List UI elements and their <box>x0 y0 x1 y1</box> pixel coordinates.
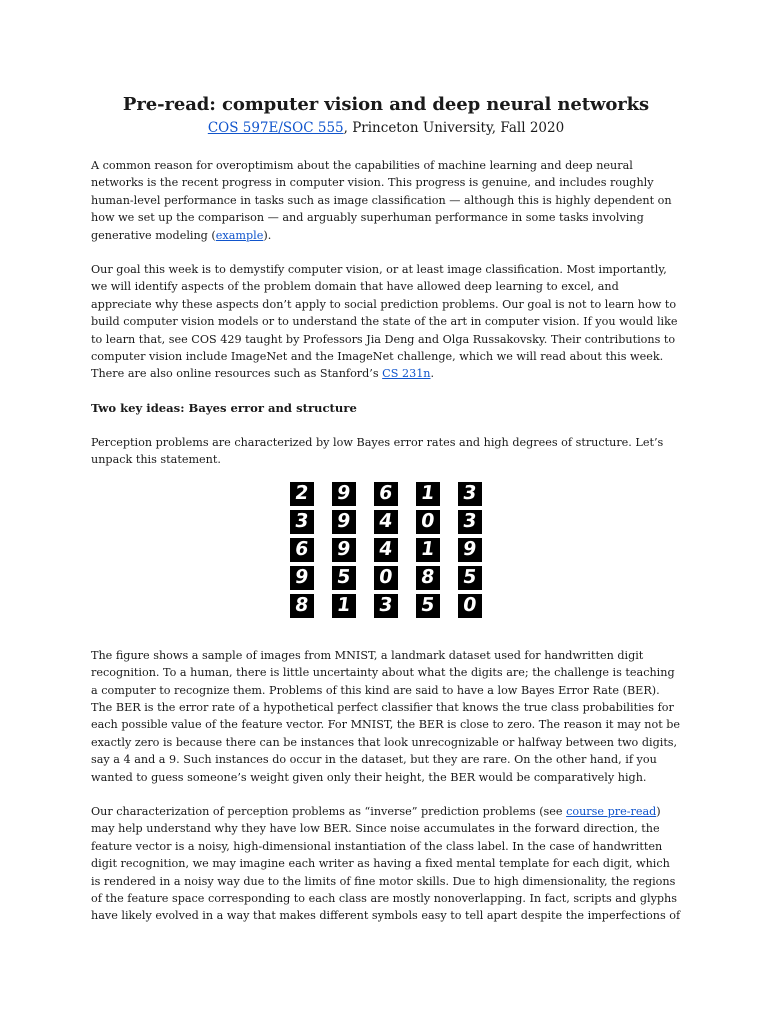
mnist-digit-glyph: 8 <box>419 566 437 589</box>
mnist-digit-glyph: 9 <box>335 510 353 533</box>
paragraph-mnist: The figure shows a sample of images from MNIST, a landmark dataset used for handwritten digit recognition. To a human, there is little uncertainty about what the digits are; the challenge is teaching a computer to recognize them. Problems of this kind are said to have a low Bayes Error Rate (BER). The BER is the error rate of a hypothetical perfect classifier that knows the true class probabilities for each possible value of the feature vector. For MNIST, the BER is close to zero. The reason it may not be exactly zero is because there can be instances that look unrecognizable or halfway between two digits, say a 4 and a 9. Such instances do occur in the dataset, but they are rare. On the other hand, if you wanted to guess someone’s weight given only their height, the BER would be comparatively high. <box>91 648 681 784</box>
mnist-digit-image <box>374 566 398 590</box>
paragraph-goal-end: . <box>430 367 435 381</box>
course-preread-link[interactable]: course pre-read <box>566 804 657 818</box>
mnist-digit-glyph: 6 <box>377 482 395 505</box>
mnist-digit-image <box>416 538 440 562</box>
mnist-digit-image <box>416 510 440 534</box>
paragraph-inverse-end: ) may help understand why they have low BER. Since noise accumulates in the forward direction, the feature vector is a noisy, high-dimensional instantiation of the class label. In the case of handwritten digit recognition, we may imagine each writer as having a fixed mental template for each digit, which is rendered in a noisy way due to the limits of fine motor skills. Due to high dimensionality, the regions of the feature space corresponding to each class are mostly nonoverlapping. In fact, scripts and glyphs have likely evolved in a way that makes different symbols easy to tell apart despite the imperfections of <box>91 804 681 923</box>
mnist-digit-image <box>332 482 356 506</box>
mnist-digit-image <box>374 482 398 506</box>
mnist-digit-image <box>416 594 440 618</box>
mnist-digit-image <box>290 510 314 534</box>
mnist-digit-glyph: 5 <box>419 594 437 617</box>
mnist-digit-image <box>332 566 356 590</box>
mnist-digit-image <box>416 566 440 590</box>
mnist-digit-image <box>374 594 398 618</box>
document-body <box>91 93 681 925</box>
mnist-figure <box>290 482 482 619</box>
mnist-digit-glyph: 4 <box>377 538 395 561</box>
mnist-digit-glyph: 5 <box>335 566 353 589</box>
mnist-digit-glyph: 9 <box>335 538 353 561</box>
mnist-digit-glyph: 0 <box>461 594 479 617</box>
mnist-digit-image <box>416 482 440 506</box>
mnist-digit-glyph: 2 <box>293 482 311 505</box>
mnist-digit-image <box>458 538 482 562</box>
mnist-digit-image <box>290 482 314 506</box>
mnist-digit-image <box>332 510 356 534</box>
cs231n-link[interactable]: CS 231n <box>382 367 431 381</box>
course-link[interactable]: COS 597E/SOC 555 <box>207 120 344 136</box>
page-title: Pre-read: computer vision and deep neural networks <box>122 94 650 115</box>
mnist-digit-glyph: 3 <box>293 510 311 533</box>
mnist-digit-glyph: 4 <box>377 510 395 533</box>
mnist-digit-glyph: 1 <box>419 538 437 561</box>
section-heading: Two key ideas: Bayes error and structure <box>91 400 357 415</box>
mnist-digit-glyph: 9 <box>461 538 479 561</box>
mnist-digit-glyph: 1 <box>335 594 353 617</box>
mnist-digit-glyph: 3 <box>377 594 395 617</box>
paragraph-intro-text: A common reason for overoptimism about the capabilities of machine learning and deep neural networks is the recent progress in computer vision. This progress is genuine, and includes roughly human-level performance in tasks such as image classification — although this is highly dependent on how we set up the comparison — and arguably superhuman performance in some tasks involving generative modeling ( <box>91 159 672 242</box>
mnist-digit-glyph: 0 <box>377 566 395 589</box>
mnist-digit-image <box>332 538 356 562</box>
mnist-digit-image <box>458 510 482 534</box>
paragraph-intro-end: ). <box>263 228 272 242</box>
paragraph-perception: Perception problems are characterized by low Bayes error rates and high degrees of structure. Let’s unpack this statement. <box>91 435 664 467</box>
mnist-digit-glyph: 3 <box>461 510 479 533</box>
mnist-digit-glyph: 9 <box>293 566 311 589</box>
mnist-digit-image <box>458 594 482 618</box>
example-link[interactable]: example <box>215 228 264 242</box>
paragraph-intro <box>91 157 681 244</box>
mnist-digit-glyph: 8 <box>293 594 311 617</box>
mnist-digit-image <box>290 538 314 562</box>
paragraph-inverse <box>91 803 681 925</box>
mnist-digit-image <box>290 566 314 590</box>
mnist-digit-image <box>332 594 356 618</box>
mnist-digit-glyph: 5 <box>461 566 479 589</box>
mnist-digit-glyph: 9 <box>335 482 353 505</box>
paragraph-goal-text: Our goal this week is to demystify computer vision, or at least image classification. Most importantly, we will identify aspects of the problem domain that have allowed deep learning to excel, and appreciate why these aspects don’t apply to social prediction problems. Our goal is not to learn how to build computer vision models or to understand the state of the art in computer vision. If you would like to learn that, see COS 429 taught by Professors Jia Deng and Olga Russakovsky. Their contributions to computer vision include ImageNet and the ImageNet challenge, which we will read about this week. There are also online resources such as Stanford’s <box>91 263 678 381</box>
paragraph-inverse-text: Our characterization of perception problems as “inverse” prediction problems (see <box>91 804 567 818</box>
mnist-digit-image <box>290 594 314 618</box>
mnist-digit-image <box>458 482 482 506</box>
mnist-digit-glyph: 6 <box>293 538 311 561</box>
mnist-digit-glyph: 0 <box>419 510 437 533</box>
mnist-digit-glyph: 3 <box>461 482 479 505</box>
paragraph-goal <box>91 261 681 383</box>
mnist-digit-image <box>458 566 482 590</box>
mnist-digit-image <box>374 538 398 562</box>
mnist-digit-glyph: 1 <box>419 482 437 505</box>
mnist-digit-image <box>374 510 398 534</box>
subtitle <box>91 118 681 138</box>
subtitle-text: , Princeton University, Fall 2020 <box>343 120 565 136</box>
